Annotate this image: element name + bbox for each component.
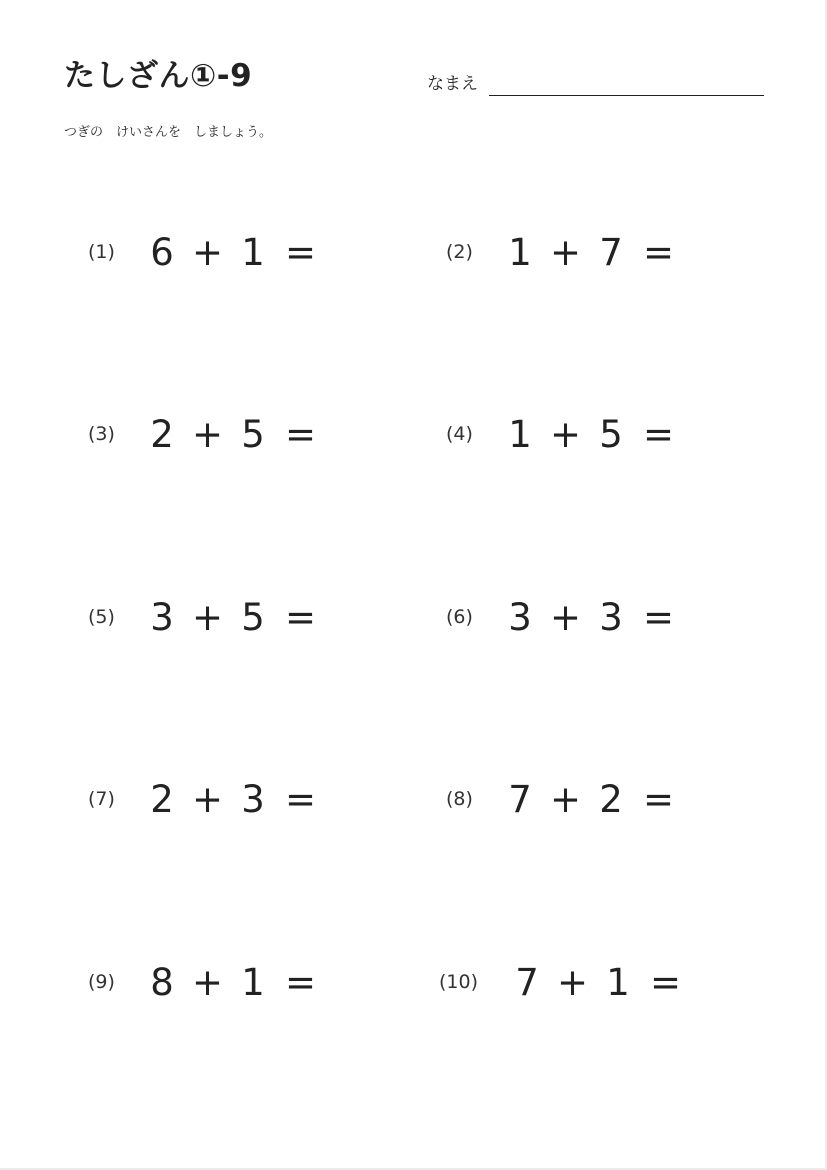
second-addend: 5 [599,413,623,456]
second-addend: 2 [599,778,623,821]
second-addend: 7 [599,231,623,274]
problem-number: (4) [446,423,473,445]
problem-number: (1) [88,241,115,263]
first-addend: 7 [515,961,539,1004]
first-addend: 2 [150,413,174,456]
plus-sign: + [192,413,224,456]
equals-sign: = [285,596,317,639]
plus-sign: + [550,413,582,456]
second-addend: 1 [606,961,630,1004]
problem-3 [88,411,328,461]
equals-sign: = [285,961,317,1004]
plus-sign: + [550,778,582,821]
plus-sign: + [550,231,582,274]
first-addend: 1 [508,413,532,456]
second-addend: 1 [241,231,265,274]
equals-sign: = [643,778,675,821]
first-addend: 2 [150,778,174,821]
name-label: なまえ [427,74,478,94]
plus-sign: + [192,231,224,274]
instruction-text: つぎの けいさんを しましょう。 [64,125,273,140]
equals-sign: = [285,778,317,821]
problem-number: (8) [446,788,473,810]
problem-6 [446,594,686,644]
problem-8 [446,776,686,826]
problem-number: (5) [88,606,115,628]
equals-sign: = [643,231,675,274]
problem-number: (10) [439,971,479,993]
problem-number: (6) [446,606,473,628]
problem-2 [446,229,686,279]
problem-7 [88,776,328,826]
second-addend: 3 [241,778,265,821]
problem-5 [88,594,328,644]
equals-sign: = [285,413,317,456]
second-addend: 3 [599,596,623,639]
plus-sign: + [550,596,582,639]
problem-number: (3) [88,423,115,445]
plus-sign: + [192,778,224,821]
equals-sign: = [643,596,675,639]
problem-number: (7) [88,788,115,810]
first-addend: 1 [508,231,532,274]
problem-1 [88,229,328,279]
name-write-line[interactable] [489,95,764,96]
first-addend: 8 [150,961,174,1004]
first-addend: 3 [508,596,532,639]
second-addend: 5 [241,413,265,456]
first-addend: 6 [150,231,174,274]
plus-sign: + [192,596,224,639]
problem-9 [88,959,328,1009]
first-addend: 7 [508,778,532,821]
problem-number: (2) [446,241,473,263]
second-addend: 5 [241,596,265,639]
problem-number: (9) [88,971,115,993]
plus-sign: + [192,961,224,1004]
equals-sign: = [285,231,317,274]
problem-4 [446,411,686,461]
equals-sign: = [650,961,682,1004]
equals-sign: = [643,413,675,456]
problem-10 [439,959,699,1009]
plus-sign: + [557,961,589,1004]
second-addend: 1 [241,961,265,1004]
first-addend: 3 [150,596,174,639]
worksheet-title: たしざん①-9 [64,58,253,94]
